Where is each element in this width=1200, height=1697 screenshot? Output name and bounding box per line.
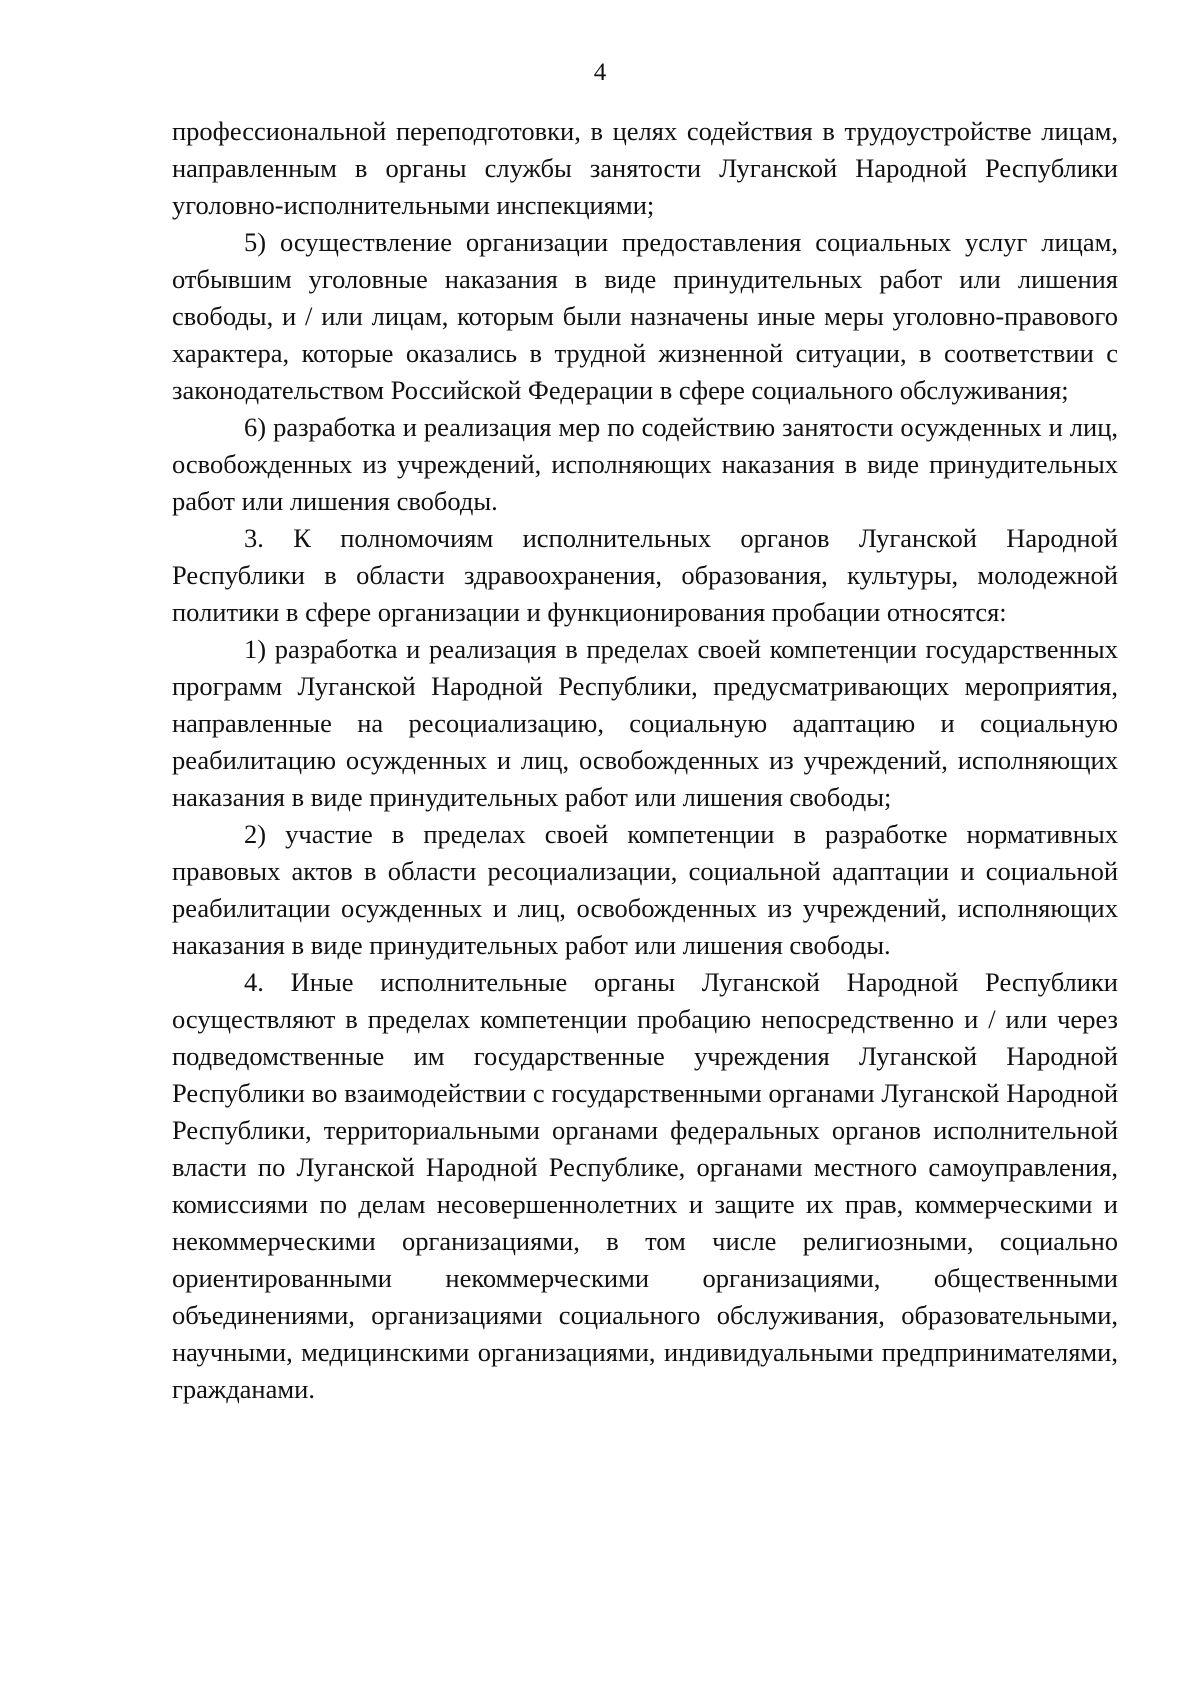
paragraph-section-3: 3. К полномочиям исполнительных органов Луганской Народной Республики в области здравоохранения, образования, культуры, молодежной политики в сфере организации и функционирования пробации относятся: [172, 523, 1118, 627]
paragraph-item-5: 5) осуществление организации предоставления социальных услуг лицам, отбывшим уголовные наказания в виде принудительных работ или лишения свободы, и / или лицам, которым были назначены иные меры уголовно-правового характера, которые оказались в трудной жизненной ситуации, в соответствии с законодательством Российской Федерации в сфере социального обслуживания; [172, 227, 1118, 405]
paragraph-continuation: профессиональной переподготовки, в целях содействия в трудоустройстве лицам, направленным в органы службы занятости Луганской Народной Республики уголовно-исполнительными инспекциями; [172, 116, 1118, 220]
paragraph-item-6: 6) разработка и реализация мер по содействию занятости осужденных и лиц, освобожденных из учреждений, исполняющих наказания в виде принудительных работ или лишения свободы. [172, 412, 1118, 516]
paragraph-section-3-item-1: 1) разработка и реализация в пределах своей компетенции государственных программ Луганской Народной Республики, предусматривающих мероприятия, направленные на ресоциализацию, социальную адаптацию и социальную реабилитацию осужденных и лиц, освобожденных из учреждений, исполняющих наказания в виде принудительных работ или лишения свободы; [172, 634, 1118, 812]
document-body [172, 113, 1118, 1408]
page-number: 4 [593, 59, 607, 86]
paragraph-section-4: 4. Иные исполнительные органы Луганской Народной Республики осуществляют в пределах компетенции пробацию непосредственно и / или через подведомственные им государственные учреждения Луганской Народной Республики во взаимодействии с государственными органами Луганской Народной Республики, территориальными органами федеральных органов исполнительной власти по Луганской Народной Республике, органами местного самоуправления, комиссиями по делам несовершеннолетних и защите их прав, коммерческими и некоммерческими организациями, в том числе религиозными, социально ориентированными некоммерческими организациями, общественными объединениями, организациями социального обслуживания, образовательными, научными, медицинскими организациями, индивидуальными предпринимателями, гражданами. [172, 967, 1118, 1404]
paragraph-section-3-item-2: 2) участие в пределах своей компетенции в разработке нормативных правовых актов в области ресоциализации, социальной адаптации и социальной реабилитации осужденных и лиц, освобожденных из учреждений, исполняющих наказания в виде принудительных работ или лишения свободы. [172, 819, 1118, 960]
